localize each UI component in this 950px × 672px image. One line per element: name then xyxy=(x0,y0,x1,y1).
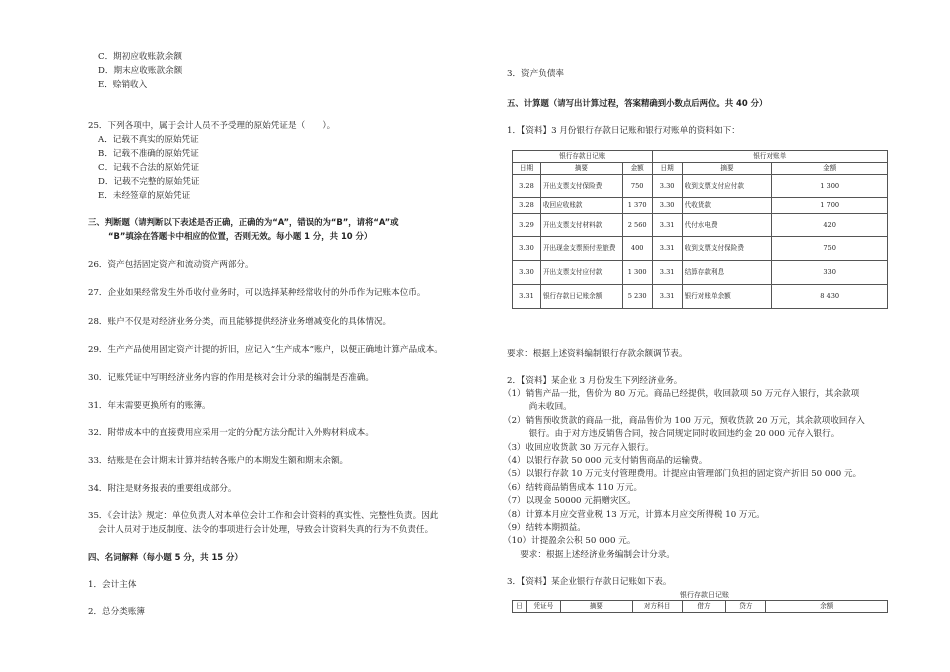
cell: 3.30 xyxy=(513,261,541,285)
question-32: 32．附带成本中的直接费用应采用一定的分配方法分配计入外购材料成本。 xyxy=(88,428,374,438)
question-33: 33．结账是在会计期末计算并结转各账户的本期发生额和期末余额。 xyxy=(88,456,349,466)
header-counter-account: 对方科目 xyxy=(632,601,682,613)
term-1: 1．会计主体 xyxy=(88,580,137,590)
q2-requirement: 要求：根据上述经济业务编制会计分录。 xyxy=(503,550,675,560)
cell: 3.31 xyxy=(652,261,682,285)
option-c: C．期初应收账款余额 xyxy=(98,52,182,62)
term-2: 2．总分类账簿 xyxy=(88,607,146,617)
cell: 330 xyxy=(772,261,888,285)
table-row xyxy=(513,198,888,214)
question-30: 30．记账凭证中写明经济业务内容的作用是核对会计分录的编制是否准确。 xyxy=(88,373,374,383)
q2-item: （3）收回应收货款 30 万元存入银行。 xyxy=(503,443,654,453)
bank-reconciliation-table xyxy=(512,150,888,309)
cell: 银行对账单余额 xyxy=(682,285,772,309)
question-34: 34．附注是财务报表的重要组成部分。 xyxy=(88,484,237,494)
calc-question-2: 2．【资料】某企业 3 月份发生下列经济业务。 xyxy=(507,376,683,386)
question-29: 29．生产产品使用固定资产计提的折旧，应记入“生产成本”账户，以便正确地计算产品成本。 xyxy=(88,345,443,355)
q1-requirement: 要求：根据上述资料编制银行存款余额调节表。 xyxy=(507,349,688,359)
header-date: 日期 xyxy=(513,163,541,175)
header-amount: 金额 xyxy=(772,163,888,175)
q2-item: （1）销售产品一批，售价为 80 万元。商品已经提供，收回款项 50 万元存入银行，其余款项 xyxy=(503,389,860,399)
cell: 收到支票支付应付款 xyxy=(682,175,772,198)
question-3-top: 3．资产负债率 xyxy=(507,69,565,79)
cell: 收到支票支付保险费 xyxy=(682,237,772,261)
header-summary: 摘要 xyxy=(540,163,622,175)
cell: 开出支票支付保险费 xyxy=(540,175,622,198)
cell: 1 300 xyxy=(622,261,652,285)
q2-item: 银行。由于对方违反销售合同，按合同规定同时收回违约金 20 000 元存入银行。 xyxy=(503,429,840,439)
calc-question-1: 1．【资料】3 月份银行存款日记账和银行对账单的资料如下： xyxy=(507,126,740,136)
header-voucher: 凭证号 xyxy=(526,601,560,613)
question-27: 27．企业如果经常发生外币收付业务时，可以选择某种经常收付的外币作为记账本位币。 xyxy=(88,288,426,298)
option-e: E．赊销收入 xyxy=(98,80,148,90)
section-3-heading: 三、判断题（请判断以下表述是否正确，正确的为“A”，错误的为“B”，请将“A”或 xyxy=(88,217,399,227)
cell: 代收货款 xyxy=(682,198,772,214)
question-31: 31．年末需要更换所有的账簿。 xyxy=(88,401,211,411)
header-amount: 金额 xyxy=(622,163,652,175)
q25-option-e: E．未经签章的原始凭证 xyxy=(98,191,191,201)
cell: 1 700 xyxy=(772,198,888,214)
header-debit: 借方 xyxy=(682,601,726,613)
table-row xyxy=(513,285,888,309)
question-26: 26．资产包括固定资产和流动资产两部分。 xyxy=(88,260,254,270)
q25-option-b: B．记载不准确的原始凭证 xyxy=(98,149,199,159)
header-summary: 摘要 xyxy=(560,601,632,613)
header-date: 日期 xyxy=(652,163,682,175)
cell: 1 300 xyxy=(772,175,888,198)
header-balance: 余额 xyxy=(766,601,888,613)
cell: 开出支票支付应付款 xyxy=(540,261,622,285)
q2-item: （8）计算本月应交营业税 13 万元，计算本月应交所得税 10 万元。 xyxy=(503,510,765,520)
question-25-stem: 25．下列各项中，属于会计人员不予受理的原始凭证是（ ）。 xyxy=(88,121,336,131)
cell: 400 xyxy=(622,237,652,261)
table-row xyxy=(513,237,888,261)
cell: 3.31 xyxy=(652,214,682,237)
q2-item: （7）以现金 50000 元捐赠灾区。 xyxy=(503,496,636,506)
cell: 开出现金支票预付差旅费 xyxy=(540,237,622,261)
cell: 750 xyxy=(622,175,652,198)
question-35: 35．《会计法》规定：单位负责人对本单位会计工作和会计资料的真实性、完整性负责。因此 xyxy=(88,511,439,521)
option-d: D．期末应收账款余额 xyxy=(98,66,183,76)
q2-item: （10）计提盈余公积 50 000 元。 xyxy=(503,536,636,546)
cell: 3.30 xyxy=(652,198,682,214)
calc-question-3: 3．【资料】某企业银行存款日记账如下表。 xyxy=(507,577,672,587)
cell: 结算存款利息 xyxy=(682,261,772,285)
header-credit: 贷方 xyxy=(726,601,766,613)
cell: 5 230 xyxy=(622,285,652,309)
cell: 3.30 xyxy=(513,237,541,261)
cell: 420 xyxy=(772,214,888,237)
q2-item: （6）结转商品销售成本 110 万元。 xyxy=(503,483,643,493)
cell: 开出支票支付材料款 xyxy=(540,214,622,237)
cell: 3.31 xyxy=(513,285,541,309)
header-day: 日 xyxy=(513,601,527,613)
q25-option-d: D．记载不完整的原始凭证 xyxy=(98,177,200,187)
section-4-heading: 四、名词解释（每小题 5 分，共 15 分） xyxy=(88,552,243,562)
cell: 3.31 xyxy=(652,285,682,309)
cell: 收回应收账款 xyxy=(540,198,622,214)
table-row xyxy=(513,261,888,285)
question-28: 28．账户不仅是对经济业务分类，而且能够提供经济业务增减变化的具体情况。 xyxy=(88,317,392,327)
cell: 3.31 xyxy=(652,237,682,261)
cell: 2 560 xyxy=(622,214,652,237)
cell: 3.29 xyxy=(513,214,541,237)
table-row xyxy=(513,214,888,237)
cell: 750 xyxy=(772,237,888,261)
journal-title: 银行存款日记账 xyxy=(513,151,653,163)
cell: 3.28 xyxy=(513,175,541,198)
table-row xyxy=(513,175,888,198)
q2-item: （9）结转本期损益。 xyxy=(503,523,586,533)
q25-option-a: A．记载不真实的原始凭证 xyxy=(98,135,199,145)
section-5-heading: 五、计算题（请写出计算过程，答案精确到小数点后两位。共 40 分） xyxy=(507,98,768,108)
cell: 1 370 xyxy=(622,198,652,214)
q3-table-caption: 银行存款日记账 xyxy=(680,591,729,599)
question-35-cont: 会计人员对于违反制度、法令的事项进行会计处理，导致会计资料失真的行为不负责任。 xyxy=(98,525,434,535)
cell: 3.30 xyxy=(652,175,682,198)
cell: 银行存款日记账余额 xyxy=(540,285,622,309)
section-3-heading-cont: “B”填涂在答题卡中相应的位置，否则无效。每小题 1 分，共 10 分） xyxy=(108,231,373,241)
q2-item: 尚未收回。 xyxy=(503,402,572,412)
cell: 代付水电费 xyxy=(682,214,772,237)
cell: 8 430 xyxy=(772,285,888,309)
q2-item: （5）以银行存款 10 万元支付管理费用。计提应由管理部门负担的固定资产折旧 50 000 元。 xyxy=(503,469,862,479)
q2-item: （4）以银行存款 50 000 元支付销售商品的运输费。 xyxy=(503,456,708,466)
statement-title: 银行对账单 xyxy=(652,151,887,163)
bank-journal-table xyxy=(512,600,888,613)
q25-option-c: C．记载不合法的原始凭证 xyxy=(98,163,200,173)
header-summary: 摘要 xyxy=(682,163,772,175)
cell: 3.28 xyxy=(513,198,541,214)
q2-item: （2）销售预收货款的商品一批，商品售价为 100 万元，预收货款 20 万元，其余款项收回存入 xyxy=(503,416,865,426)
